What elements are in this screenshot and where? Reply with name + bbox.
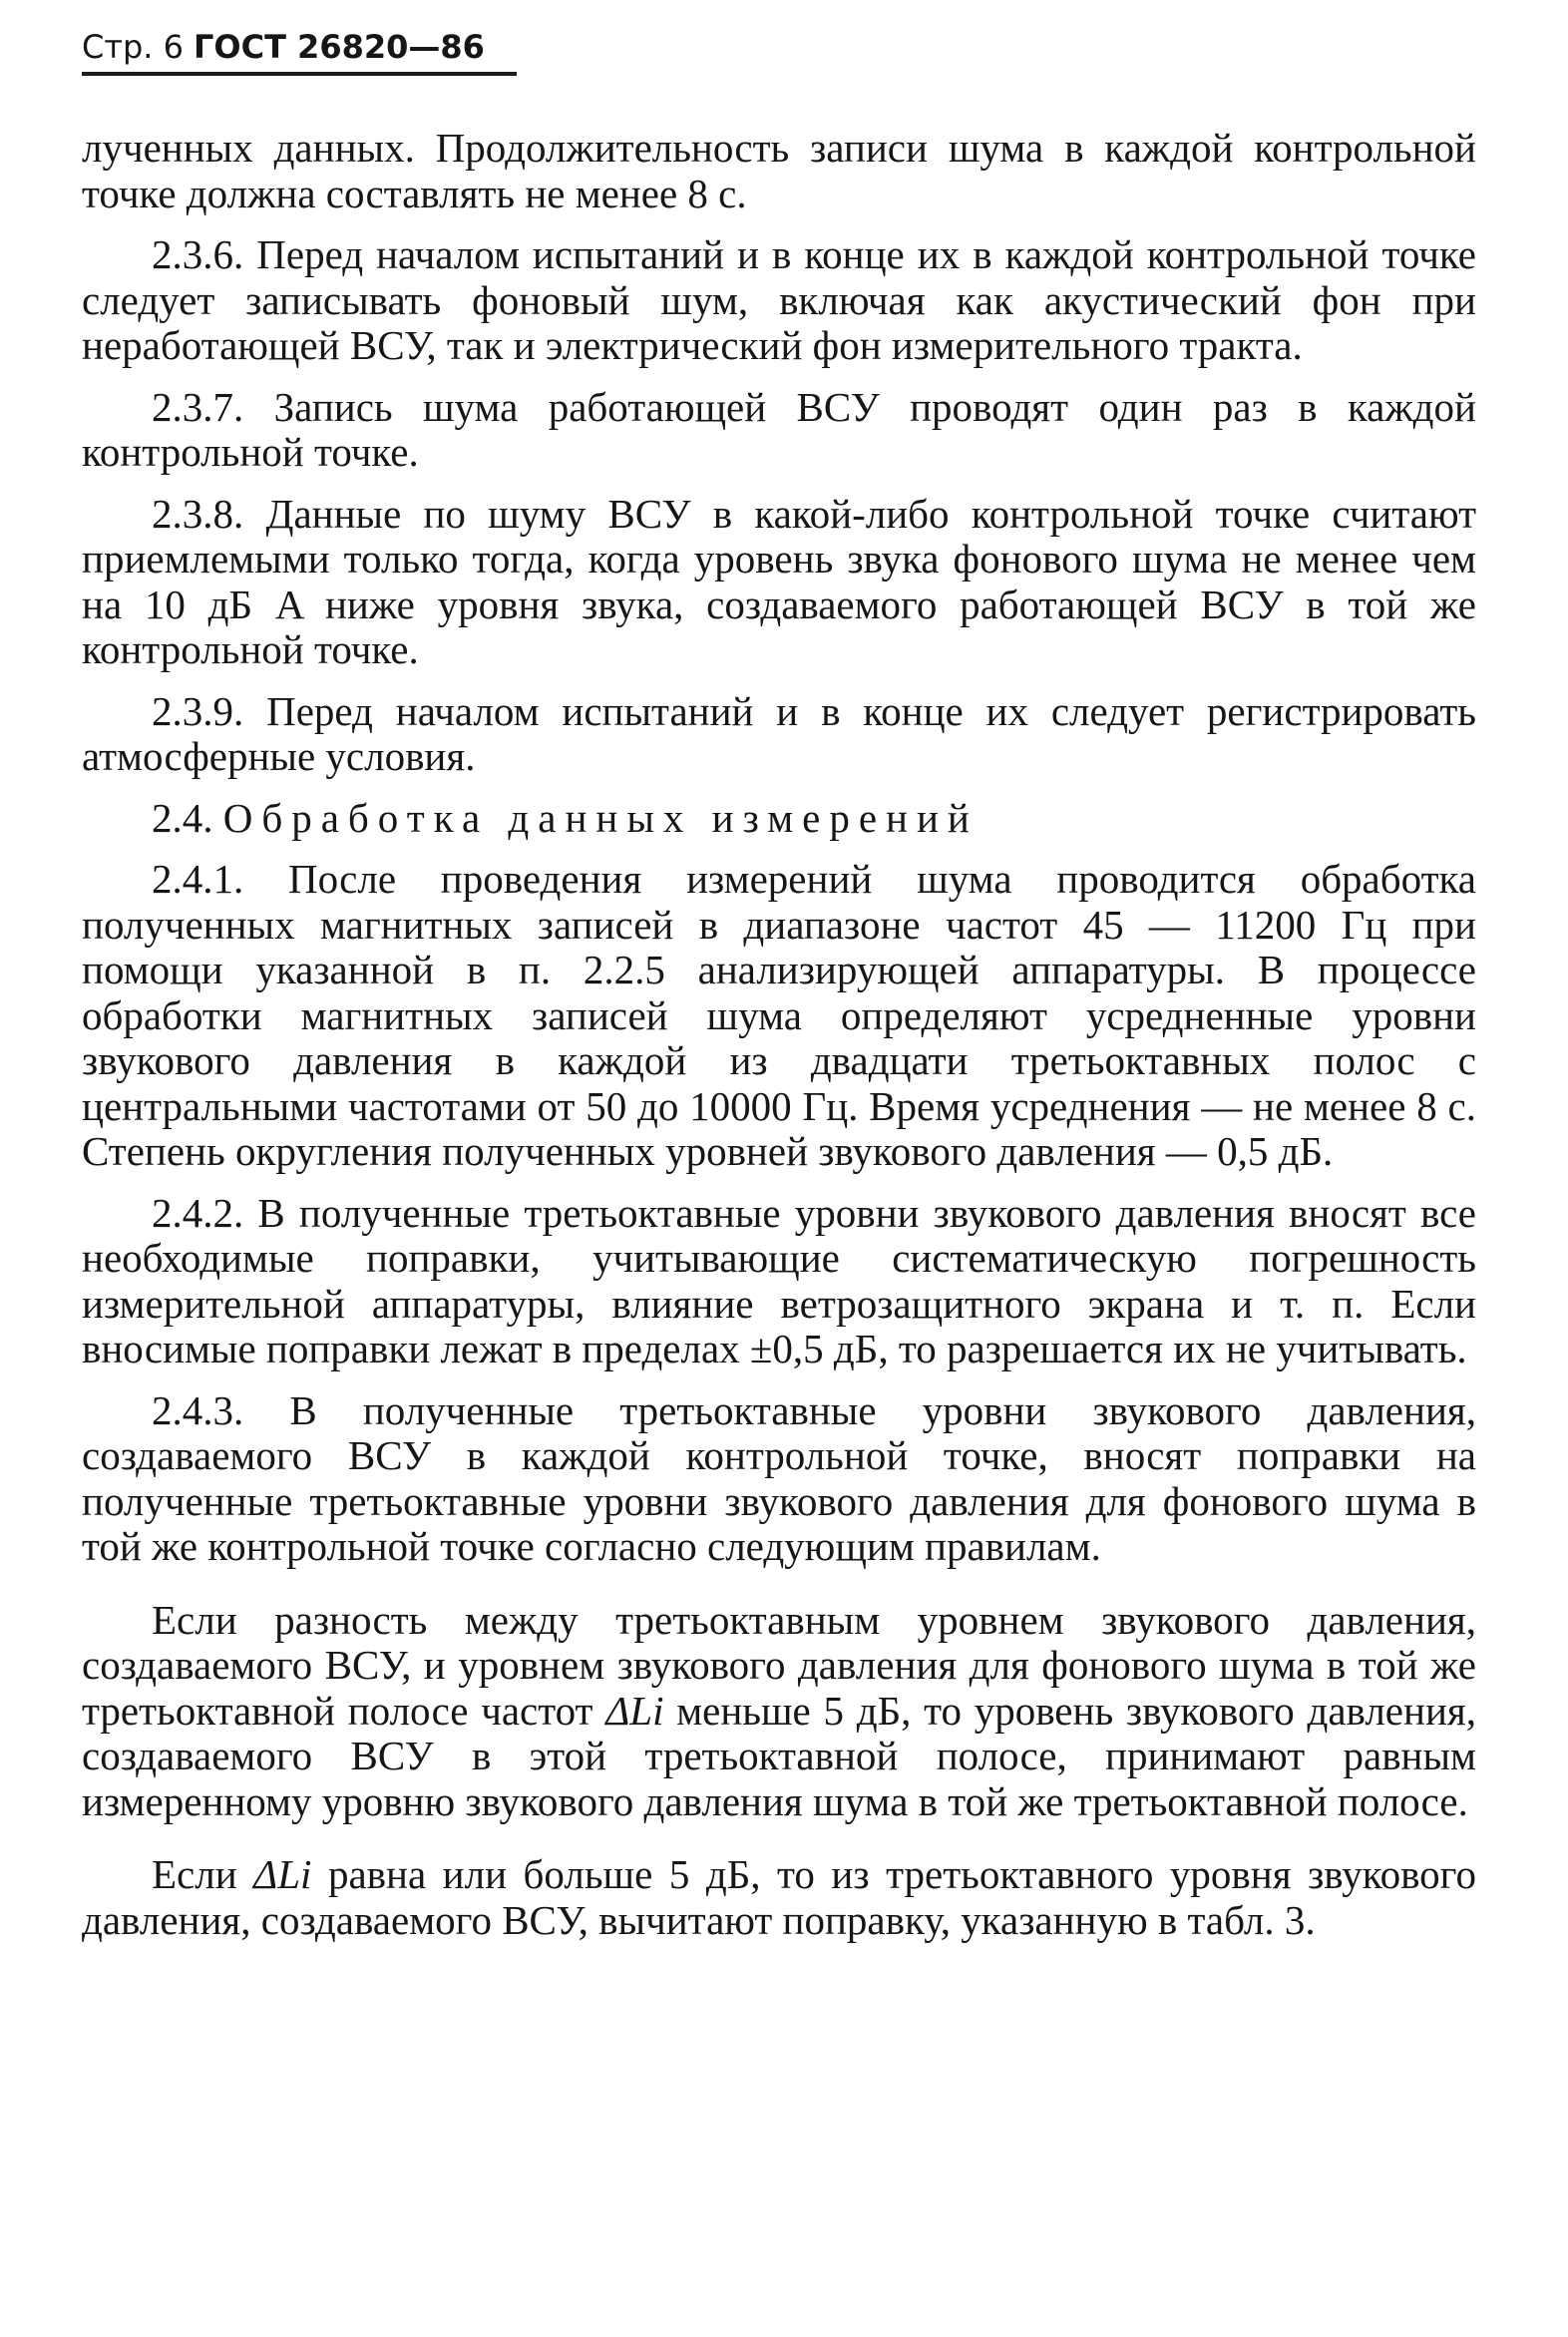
- page-header: [82, 28, 485, 66]
- rule-text-end: равна или больше 5 дБ, то из третьоктавного уровня звукового давления, создаваемого ВСУ, вычитают поправку, указанную в табл. 3.: [82, 1851, 1476, 1943]
- paragraph-2-3-8: 2.3.8. Данные по шуму ВСУ в какой-либо контрольной точке считают приемлемыми только тогда, когда уровень звука фонового шума не менее чем на 10 дБ A ниже уровня звука, создаваемого работающей ВСУ в той же контрольной точке.: [82, 490, 1476, 672]
- rule-paragraph-less-than-5db: [82, 1598, 1476, 1825]
- section-number: 2.4.: [152, 794, 213, 841]
- delta-l-symbol: ΔLi: [253, 1851, 312, 1897]
- paragraph-2-3-6: 2.3.6. Перед началом испытаний и в конце их в каждой контрольной точке следует записывать фоновый шум, включая как акустический фон при неработающей ВСУ, так и электрический фон измерительного тракта.: [82, 231, 1476, 368]
- rule-text-end: меньше 5 дБ, то уровень звукового давления, создаваемого ВСУ в этой третьоктавной полосе, принимают равным измеренному уровню звукового давления шума в той же третьоктавной полосе.: [82, 1687, 1476, 1824]
- header-rule: [82, 72, 517, 76]
- paragraph-2-3-7: 2.3.7. Запись шума работающей ВСУ проводят один раз в каждой контрольной точке.: [82, 383, 1476, 475]
- paragraph-2-4-1: 2.4.1. После проведения измерений шума проводится обработка полученных магнитных записей в диапазоне частот 45 — 11200 Гц при помощи указанной в п. 2.2.5 анализирующей аппаратуры. В процессе обработки магнитных записей шума определяют усредненные уровни звукового давления в каждой из двадцати третьоктавных полос с центральными частотами от 50 до 10000 Гц. Время усреднения — не менее 8 с. Степень округления полученных уровней звукового давления — 0,5 дБ.: [82, 856, 1476, 1174]
- paragraph-2-4-2: 2.4.2. В полученные третьоктавные уровни звукового давления вносят все необходимые поправки, учитывающие систематическую погрешность измерительной аппаратуры, влияние ветрозащитного экрана и т. п. Если вносимые поправки лежат в пределах ±0,5 дБ, то разрешается их не учитывать.: [82, 1189, 1476, 1371]
- paragraph-2-4-3: 2.4.3. В полученные третьоктавные уровни звукового давления, создаваемого ВСУ в каждой контрольной точке, вносят поправки на полученные третьоктавные уровни звукового давления для фонового шума в той же контрольной точке согласно следующим правилам.: [82, 1386, 1476, 1569]
- rule-text-start: Если: [152, 1851, 254, 1897]
- rule-text-start: Если разность между третьоктавным уровнем звукового давления, создаваемого ВСУ, и уровнем звукового давления для фонового шума в той же третьоктавной полосе частот: [82, 1596, 1476, 1734]
- delta-l-symbol: ΔLi: [605, 1687, 664, 1734]
- paragraph-2-3-9: 2.3.9. Перед началом испытаний и в конце их следует регистрировать атмосферные условия.: [82, 687, 1476, 779]
- standard-designation: ГОСТ 26820—86: [194, 28, 485, 66]
- page-number-label: Стр. 6: [82, 28, 184, 66]
- rule-paragraph-5db-or-more: [82, 1852, 1476, 1943]
- section-heading-2-4: [82, 796, 1476, 842]
- paragraph-continuation: лученных данных. Продолжительность записи шума в каждой контрольной точке должна составлять не менее 8 с.: [82, 125, 1476, 216]
- section-title: Обработка данных измерений: [222, 794, 979, 841]
- document-body: [82, 126, 1476, 1959]
